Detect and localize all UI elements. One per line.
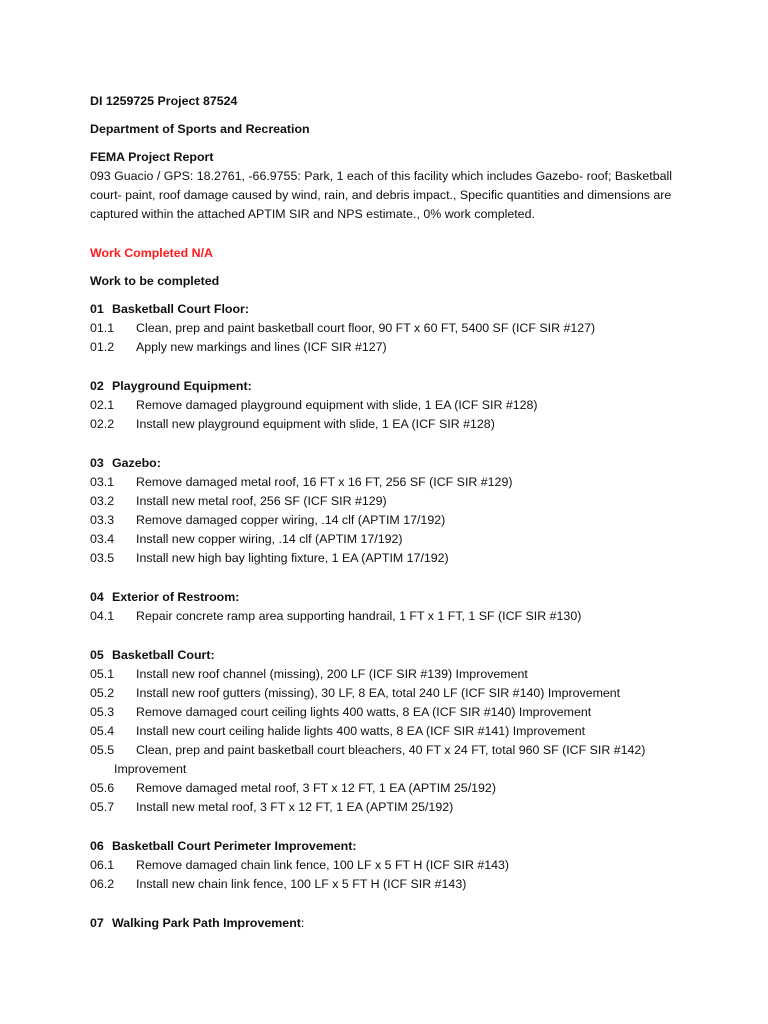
item-text: Install new metal roof, 3 FT x 12 FT, 1 EA (APTIM 25/192) bbox=[136, 800, 454, 814]
item-text: Install new metal roof, 256 SF (ICF SIR #129) bbox=[136, 494, 387, 508]
item-number: 02.2 bbox=[90, 417, 115, 431]
list-item bbox=[90, 319, 690, 338]
item-text: Remove damaged court ceiling lights 400 watts, 8 EA (ICF SIR #140) Improvement bbox=[136, 705, 592, 719]
list-item bbox=[90, 856, 690, 875]
item-text: Install new court ceiling halide lights 400 watts, 8 EA (ICF SIR #141) Improvement bbox=[136, 724, 586, 738]
list-item bbox=[90, 779, 690, 798]
list-item bbox=[90, 473, 690, 492]
item-number: 01.2 bbox=[90, 340, 115, 354]
section-heading bbox=[90, 588, 690, 607]
item-number: 03.2 bbox=[90, 494, 115, 508]
item-text: Install new roof gutters (missing), 30 LF, 8 EA, total 240 LF (ICF SIR #140) Improvement bbox=[136, 686, 621, 700]
section-title: Basketball Court: bbox=[112, 648, 215, 662]
list-item bbox=[90, 798, 690, 817]
list-item bbox=[90, 722, 690, 741]
item-number: 03.5 bbox=[90, 551, 115, 565]
list-item bbox=[90, 530, 690, 549]
item-number: 05.7 bbox=[90, 800, 115, 814]
list-item bbox=[90, 511, 690, 530]
section-title: Playground Equipment: bbox=[112, 379, 252, 393]
section-number: 02 bbox=[90, 379, 104, 393]
project-description: 093 Guacio / GPS: 18.2761, -66.9755: Park, 1 each of this facility which includes Gazebo- roof; Basketball court- paint, roof damage caused by wind, rain, and debris impact., Specific quantities and dimensions are captured within the attached APTIM SIR and NPS estimate., 0% work completed. bbox=[90, 169, 672, 221]
section-heading bbox=[90, 914, 690, 933]
section-title: Gazebo: bbox=[112, 456, 161, 470]
item-text: Install new high bay lighting fixture, 1 EA (APTIM 17/192) bbox=[136, 551, 449, 565]
item-number: 05.3 bbox=[90, 705, 115, 719]
list-item bbox=[90, 741, 690, 779]
list-item bbox=[90, 492, 690, 511]
item-number: 06.2 bbox=[90, 877, 115, 891]
item-text-wrapped bbox=[114, 741, 690, 779]
item-number: 05.2 bbox=[90, 686, 115, 700]
department-name: Department of Sports and Recreation bbox=[90, 122, 310, 136]
section-heading bbox=[90, 377, 690, 396]
item-number: 05.5 bbox=[90, 743, 115, 757]
list-item bbox=[90, 338, 690, 357]
item-text: Remove damaged metal roof, 3 FT x 12 FT, 1 EA (APTIM 25/192) bbox=[136, 781, 496, 795]
item-number: 05.1 bbox=[90, 667, 115, 681]
section-number: 07 bbox=[90, 916, 104, 930]
item-text: Remove damaged chain link fence, 100 LF x 5 FT H (ICF SIR #143) bbox=[136, 858, 510, 872]
item-text: Remove damaged playground equipment with slide, 1 EA (ICF SIR #128) bbox=[136, 398, 538, 412]
item-text-continuation: Improvement bbox=[114, 762, 187, 776]
item-text: Install new chain link fence, 100 LF x 5 FT H (ICF SIR #143) bbox=[136, 877, 467, 891]
work-to-be-completed-heading: Work to be completed bbox=[90, 274, 220, 288]
item-text: Clean, prep and paint basketball court bleachers, 40 FT x 24 FT, total 960 SF (ICF SIR #142) bbox=[136, 743, 646, 757]
work-completed-heading: Work Completed N/A bbox=[90, 246, 213, 260]
report-title: FEMA Project Report bbox=[90, 150, 214, 164]
item-number: 05.4 bbox=[90, 724, 115, 738]
section-number: 03 bbox=[90, 456, 104, 470]
document-body bbox=[90, 92, 690, 933]
section-title: Basketball Court Perimeter Improvement: bbox=[112, 839, 357, 853]
section-number: 06 bbox=[90, 839, 104, 853]
item-text: Install new playground equipment with slide, 1 EA (ICF SIR #128) bbox=[136, 417, 495, 431]
item-number: 03.3 bbox=[90, 513, 115, 527]
item-text: Remove damaged copper wiring, .14 clf (APTIM 17/192) bbox=[136, 513, 446, 527]
item-text: Install new copper wiring, .14 clf (APTIM 17/192) bbox=[136, 532, 403, 546]
item-text: Install new roof channel (missing), 200 LF (ICF SIR #139) Improvement bbox=[136, 667, 528, 681]
section-heading bbox=[90, 454, 690, 473]
item-text: Repair concrete ramp area supporting handrail, 1 FT x 1 FT, 1 SF (ICF SIR #130) bbox=[136, 609, 582, 623]
list-item bbox=[90, 875, 690, 894]
section-number: 05 bbox=[90, 648, 104, 662]
list-item bbox=[90, 607, 690, 626]
list-item bbox=[90, 415, 690, 434]
section-title-suffix: : bbox=[300, 916, 305, 930]
item-number: 05.6 bbox=[90, 781, 115, 795]
project-id-line: DI 1259725 Project 87524 bbox=[90, 94, 238, 108]
item-number: 04.1 bbox=[90, 609, 115, 623]
list-item bbox=[90, 703, 690, 722]
item-number: 02.1 bbox=[90, 398, 115, 412]
item-number: 03.1 bbox=[90, 475, 115, 489]
item-number: 03.4 bbox=[90, 532, 115, 546]
section-heading bbox=[90, 300, 690, 319]
section-title: Exterior of Restroom: bbox=[112, 590, 240, 604]
section-number: 01 bbox=[90, 302, 104, 316]
item-text: Remove damaged metal roof, 16 FT x 16 FT, 256 SF (ICF SIR #129) bbox=[136, 475, 513, 489]
section-number: 04 bbox=[90, 590, 104, 604]
list-item bbox=[90, 665, 690, 684]
list-item bbox=[90, 396, 690, 415]
section-heading bbox=[90, 646, 690, 665]
section-title: Basketball Court Floor: bbox=[112, 302, 249, 316]
list-item bbox=[90, 684, 690, 703]
item-text: Apply new markings and lines (ICF SIR #127) bbox=[136, 340, 387, 354]
item-number: 01.1 bbox=[90, 321, 115, 335]
item-text: Clean, prep and paint basketball court floor, 90 FT x 60 FT, 5400 SF (ICF SIR #127) bbox=[136, 321, 596, 335]
list-item bbox=[90, 549, 690, 568]
section-title: Walking Park Path Improvement bbox=[112, 916, 301, 930]
item-number: 06.1 bbox=[90, 858, 115, 872]
section-heading bbox=[90, 837, 690, 856]
